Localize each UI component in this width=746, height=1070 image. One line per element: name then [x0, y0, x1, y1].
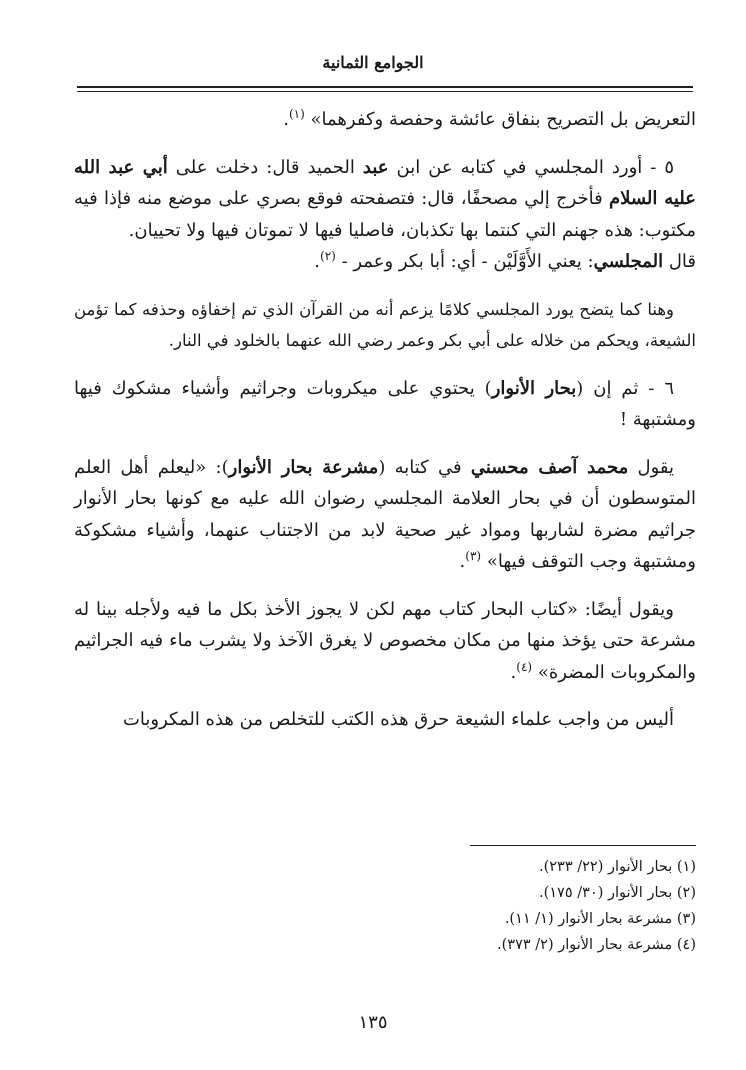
paragraph-2-bold-imam: أبي عبد الله عليه السلام — [74, 156, 696, 209]
footnote-divider — [470, 845, 696, 846]
paragraph-6-part-a: يقول — [628, 456, 674, 478]
paragraph-3-end: . — [314, 251, 320, 272]
paragraph-6-part-e: ): «ليعلم أهل العلم المتوسطون أن في بحار العلامة المجلسي رضوان الله عليه مع كونها بحار الأنوار جراثيم مضرة لشاربها ومواد غير صحية لابد من الاجتناب عنهما، وأشياء مشكوكة ومشتبهة وجب التوقف فيها» — [74, 456, 696, 572]
paragraph-1-text: التعريض بل التصريح بنفاق عائشة وحفصة وكفرهما» — [310, 109, 696, 130]
footnote-4: (٤) مشرعة بحار الأنوار (٢/ ٣٧٣). — [497, 937, 696, 953]
paragraph-7 — [74, 594, 696, 689]
paragraph-3-part-c: : يعني الأَوَّلَيْن - أي: أبا بكر وعمر - — [341, 251, 594, 272]
paragraph-5-part-c: ) يحتوي على ميكروبات وجراثيم وأشياء مشكوك فيها ومشتبهة ! — [74, 377, 696, 430]
paragraph-2-part-e: فأخرج إلي مصحفًا، قال: فتصفحته فوقع بصري على موضع منه فإذا فيه مكتوب: هذه جهنم التي كنتما بها تكذبان، فاصليا فيها لا تموتان فيها ولا تحييان. — [74, 188, 696, 241]
paragraph-8: أليس من واجب علماء الشيعة حرق هذه الكتب للتخلص من هذه المكروبات — [122, 709, 674, 730]
paragraph-5 — [74, 373, 696, 436]
paragraph-7-end: . — [510, 661, 517, 683]
paragraph-5-bold-bihar: بحار الأنوار — [491, 377, 577, 399]
paragraph-1 — [74, 104, 696, 136]
paragraph-6-bold-author: محمد آصف محسني — [470, 456, 629, 478]
footnote-ref-2: (٢) — [320, 249, 336, 263]
main-text — [74, 104, 696, 736]
paragraph-3-bold-majlisi: المجلسي — [593, 251, 664, 272]
footnote-1: (١) بحار الأنوار (٢٢/ ٢٣٣). — [538, 859, 696, 875]
paragraph-3 — [74, 246, 696, 278]
paragraph-2-part-c: الحميد قال: دخلت على — [167, 156, 363, 178]
footnote-ref-3: (٣) — [465, 549, 482, 563]
footnote-2: (٢) بحار الأنوار (٣٠/ ١٧٥). — [538, 885, 696, 901]
paragraph-6-end: . — [459, 551, 466, 572]
footnotes — [74, 854, 696, 958]
paragraph-2-bold-name: عبد — [362, 156, 389, 178]
footnote-ref-1: (١) — [288, 107, 305, 121]
paragraph-3-part-a: قال — [663, 251, 696, 272]
paragraph-6-bold-book: مشرعة بحار الأنوار — [228, 456, 379, 478]
paragraph-2 — [74, 152, 696, 247]
footnote-3: (٣) مشرعة بحار الأنوار (١/ ١١). — [504, 911, 696, 927]
header-divider — [77, 86, 693, 88]
running-head-title: الجوامع الثمانية — [322, 53, 424, 72]
paragraph-6 — [74, 452, 696, 578]
footnote-ref-4: (٤) — [516, 659, 533, 674]
page-number: ١٣٥ — [358, 1012, 388, 1033]
paragraph-7-text: ويقول أيضًا: «كتاب البحار كتاب مهم لكن لا يجوز الأخذ بكل ما فيه ولأجله بينا له مشرعة حتى يؤخذ منها من مكان مخصوص لا يغرق الآخذ ولا يشرب ماء فيه الجراثيم والمكروبات المضرة» — [74, 598, 696, 683]
paragraph-6-part-c: في كتابه ( — [378, 456, 471, 478]
paragraph-4: وهنا كما يتضح يورد المجلسي كلامًا يزعم أنه من القرآن الذي تم إخفاؤه وحذفه كما تؤمن الشيعة، ويحكم من خلاله على أبي بكر وعمر رضي الله عنهما بالخلود في النار. — [74, 299, 696, 350]
paragraph-2-part-a: ٥ - أورد المجلسي في كتابه عن ابن — [388, 156, 675, 178]
paragraph-1-end: . — [283, 109, 289, 130]
paragraph-5-part-a: ٦ - ثم إن ( — [576, 377, 675, 399]
